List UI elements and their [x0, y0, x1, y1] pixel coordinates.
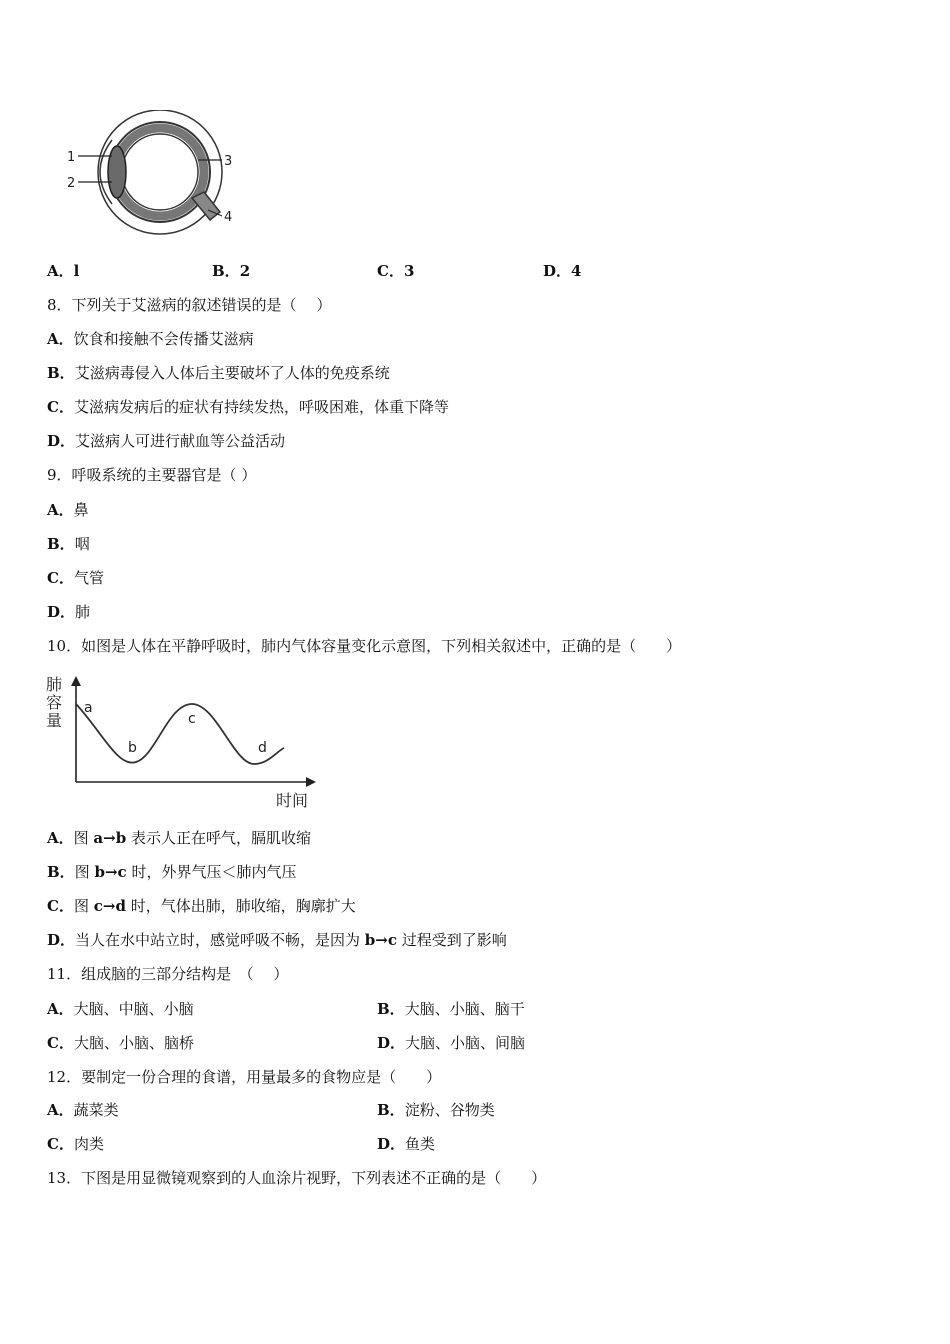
q8-option-a[interactable]: A．饮食和接触不会传播艾滋病 — [47, 330, 254, 348]
eye-label-2: 2 — [67, 176, 76, 191]
eye-label-3: 3 — [224, 154, 233, 169]
eye-label-1: 1 — [67, 150, 76, 165]
q9-option-b[interactable]: B．咽 — [47, 535, 90, 553]
q7-option-c[interactable]: C．3 — [377, 262, 415, 280]
graph-point-c: c — [188, 711, 196, 727]
q8-option-d[interactable]: D．艾滋病人可进行献血等公益活动 — [47, 432, 286, 450]
q11-option-b[interactable]: B．大脑、小脑、脑干 — [377, 1000, 525, 1018]
q11-option-d[interactable]: D．大脑、小脑、间脑 — [377, 1034, 526, 1052]
graph-ylabel-3: 量 — [46, 711, 63, 730]
graph-ylabel-1: 肺 — [46, 675, 63, 694]
graph-ylabel-2: 容 — [46, 693, 63, 712]
q7-option-a[interactable]: A．l — [47, 262, 80, 280]
q10-option-b[interactable]: B．图 b→c 时，外界气压＜肺内气压 — [47, 863, 297, 881]
q8-stem: 8．下列关于艾滋病的叙述错误的是（ ） — [47, 296, 332, 314]
q10-option-c[interactable]: C．图 c→d 时，气体出肺，肺收缩，胸廓扩大 — [47, 897, 356, 915]
q9-option-a[interactable]: A．鼻 — [47, 501, 89, 519]
graph-point-b: b — [128, 740, 137, 756]
q10-option-d[interactable]: D．当人在水中站立时，感觉呼吸不畅，是因为 b→c 过程受到了影响 — [47, 931, 507, 949]
q9-option-d[interactable]: D．肺 — [47, 603, 91, 621]
q11-option-c[interactable]: C．大脑、小脑、脑桥 — [47, 1034, 194, 1052]
q8-option-b[interactable]: B．艾滋病毒侵入人体后主要破坏了人体的免疫系统 — [47, 364, 390, 382]
q7-option-b[interactable]: B．2 — [212, 262, 251, 280]
graph-point-a: a — [84, 700, 93, 716]
graph-point-d: d — [258, 740, 267, 756]
lung-volume-graph — [44, 672, 324, 814]
q10-stem: 10．如图是人体在平静呼吸时，肺内气体容量变化示意图，下列相关叙述中，正确的是（ ） — [47, 637, 682, 655]
q12-option-a[interactable]: A．蔬菜类 — [47, 1101, 119, 1119]
q12-option-c[interactable]: C．肉类 — [47, 1135, 104, 1153]
q12-option-b[interactable]: B．淀粉、谷物类 — [377, 1101, 495, 1119]
q8-option-c[interactable]: C．艾滋病发病后的症状有持续发热，呼吸困难，体重下降等 — [47, 398, 449, 416]
q9-option-c[interactable]: C．气管 — [47, 569, 104, 587]
q10-option-a[interactable]: A．图 a→b 表示人正在呼气，膈肌收缩 — [47, 829, 312, 847]
q12-option-d[interactable]: D．鱼类 — [377, 1135, 436, 1153]
eye-label-4: 4 — [224, 210, 233, 225]
eye-diagram — [60, 110, 245, 245]
q11-stem: 11．组成脑的三部分结构是 （ ） — [47, 965, 289, 983]
q7-option-d[interactable]: D．4 — [543, 262, 582, 280]
q11-option-a[interactable]: A．大脑、中脑、小脑 — [47, 1000, 194, 1018]
q9-stem: 9．呼吸系统的主要器官是（ ） — [47, 466, 257, 484]
graph-xlabel: 时间 — [276, 791, 309, 810]
q13-stem: 13．下图是用显微镜观察到的人血涂片视野，下列表述不正确的是（ ） — [47, 1169, 547, 1187]
q12-stem: 12．要制定一份合理的食谱，用量最多的食物应是（ ） — [47, 1068, 442, 1086]
